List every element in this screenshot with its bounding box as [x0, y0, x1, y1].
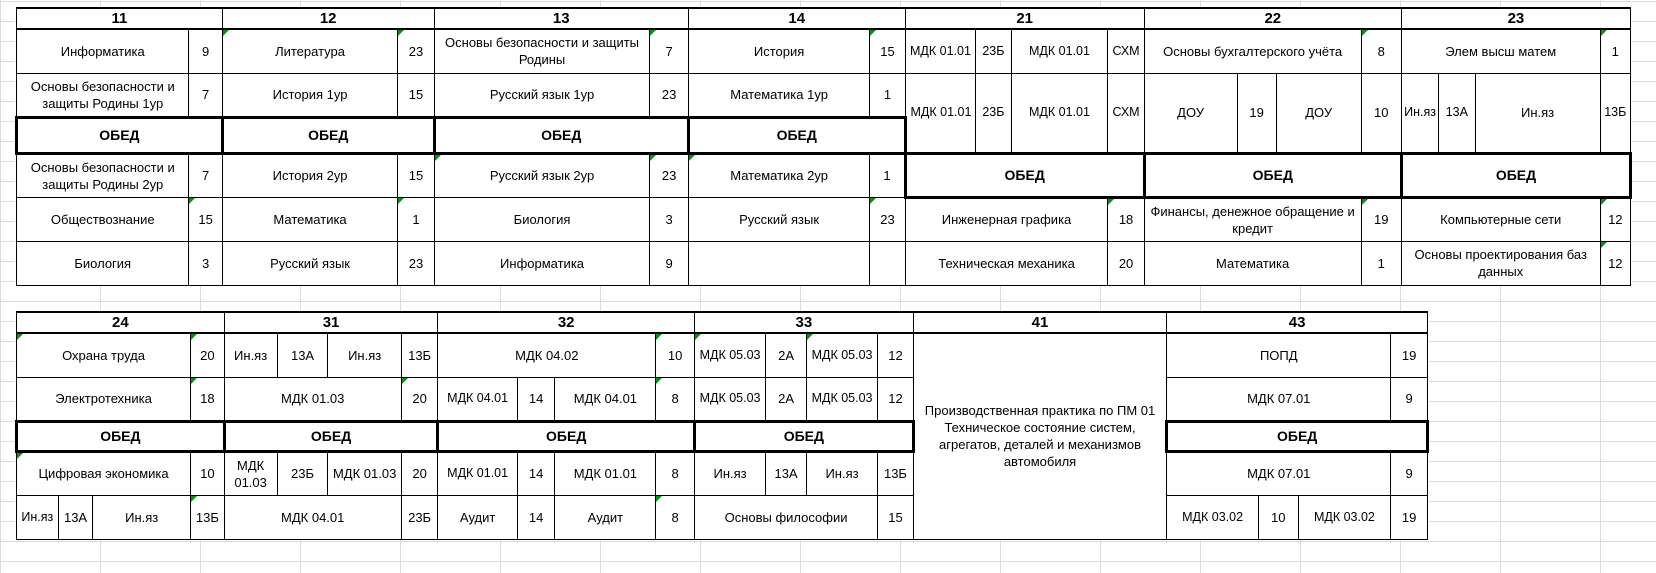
subject-cell[interactable]: Компьютерные сети: [1401, 197, 1600, 241]
empty-cell[interactable]: [870, 241, 905, 285]
group-header-41[interactable]: 41: [913, 312, 1166, 333]
room-cell[interactable]: 7: [650, 29, 688, 73]
subject-cell[interactable]: Аудит: [555, 495, 656, 539]
subject-cell[interactable]: Литература: [222, 29, 398, 73]
room-cell[interactable]: 13Б: [1600, 73, 1630, 153]
lunch-cell[interactable]: ОБЕД: [688, 117, 905, 153]
subject-cell[interactable]: Русский язык: [688, 197, 870, 241]
subject-cell[interactable]: Электротехника: [17, 377, 191, 421]
subject-cell[interactable]: ДОУ: [1144, 73, 1237, 153]
room-cell[interactable]: 13А: [1439, 73, 1475, 153]
lesson-row-4: [17, 495, 1428, 539]
subject-cell[interactable]: МДК 03.02: [1167, 495, 1259, 539]
lunch-cell[interactable]: ОБЕД: [224, 421, 438, 451]
subject-cell[interactable]: Русский язык: [222, 241, 398, 285]
room-cell[interactable]: 18: [191, 377, 225, 421]
room-cell[interactable]: 2А: [766, 333, 807, 377]
room-cell[interactable]: 23: [398, 29, 434, 73]
subject-cell[interactable]: Математика: [1144, 241, 1361, 285]
subject-cell[interactable]: МДК 04.01: [438, 377, 517, 421]
group-header-32[interactable]: 32: [438, 312, 695, 333]
lunch-cell[interactable]: ОБЕД: [905, 153, 1144, 197]
room-cell[interactable]: 1: [870, 153, 905, 197]
group-header-11[interactable]: 11: [17, 8, 223, 29]
room-cell[interactable]: 3: [189, 241, 222, 285]
room-cell[interactable]: 7: [189, 73, 222, 117]
subject-cell[interactable]: История: [688, 29, 870, 73]
room-cell[interactable]: 23Б: [976, 73, 1011, 153]
lunch-cell[interactable]: ОБЕД: [1144, 153, 1401, 197]
subject-cell[interactable]: Математика: [222, 197, 398, 241]
subject-cell[interactable]: Финансы, денежное обращение и кредит: [1144, 197, 1361, 241]
room-cell[interactable]: 1: [870, 73, 905, 117]
room-cell[interactable]: 13А: [766, 451, 807, 495]
lunch-cell[interactable]: ОБЕД: [434, 117, 688, 153]
group-header-43[interactable]: 43: [1167, 312, 1428, 333]
room-cell[interactable]: 1: [398, 197, 434, 241]
room-cell[interactable]: 23: [650, 73, 688, 117]
subject-cell[interactable]: Основы философии: [694, 495, 877, 539]
room-cell[interactable]: 23Б: [277, 451, 328, 495]
subject-cell[interactable]: Биология: [434, 197, 650, 241]
room-cell[interactable]: 23Б: [401, 495, 438, 539]
subject-cell[interactable]: МДК 01.01: [905, 73, 976, 153]
room-cell[interactable]: 15: [870, 29, 905, 73]
room-cell[interactable]: 13А: [58, 495, 93, 539]
subject-cell[interactable]: Ин.яз: [17, 495, 59, 539]
subject-cell[interactable]: Ин.яз: [224, 333, 277, 377]
room-cell[interactable]: 13Б: [191, 495, 225, 539]
header-row: [17, 312, 1428, 333]
lesson-row-2: [17, 377, 1428, 421]
subject-cell[interactable]: МДК 01.01: [905, 29, 976, 73]
lunch-cell[interactable]: ОБЕД: [17, 421, 225, 451]
subject-cell[interactable]: Математика 2ур: [688, 153, 870, 197]
room-cell[interactable]: 20: [401, 451, 438, 495]
subject-cell[interactable]: МДК 01.01: [1011, 29, 1108, 73]
group-header-31[interactable]: 31: [224, 312, 438, 333]
subject-cell[interactable]: История 1ур: [222, 73, 398, 117]
subject-cell[interactable]: Русский язык 1ур: [434, 73, 650, 117]
room-cell[interactable]: 23: [870, 197, 905, 241]
lesson-row-4: [17, 197, 1631, 241]
subject-cell[interactable]: МДК 05.03: [694, 333, 765, 377]
room-cell[interactable]: 19: [1391, 495, 1428, 539]
room-cell[interactable]: 2А: [766, 377, 807, 421]
room-cell[interactable]: 15: [878, 495, 914, 539]
room-cell[interactable]: 8: [1361, 29, 1401, 73]
room-cell[interactable]: 14: [517, 377, 555, 421]
room-cell[interactable]: 8: [656, 451, 695, 495]
subject-cell[interactable]: Техническая механика: [905, 241, 1108, 285]
room-cell[interactable]: 15: [398, 153, 434, 197]
room-cell[interactable]: 20: [1108, 241, 1144, 285]
lesson-row-2: [17, 73, 1631, 117]
lunch-cell[interactable]: ОБЕД: [17, 117, 223, 153]
room-cell[interactable]: 15: [398, 73, 434, 117]
room-cell[interactable]: 10: [656, 333, 695, 377]
subject-cell[interactable]: Информатика: [17, 29, 189, 73]
subject-cell[interactable]: МДК 04.01: [224, 495, 401, 539]
room-cell[interactable]: 12: [1600, 197, 1630, 241]
subject-cell[interactable]: МДК 01.03: [328, 451, 401, 495]
group-header-22[interactable]: 22: [1144, 8, 1401, 29]
subject-cell[interactable]: МДК 01.03: [224, 451, 277, 495]
lunch-cell[interactable]: ОБЕД: [1167, 421, 1428, 451]
group-header-21[interactable]: 21: [905, 8, 1144, 29]
subject-cell[interactable]: Основы бухгалтерского учёта: [1144, 29, 1361, 73]
room-cell[interactable]: СХМ: [1108, 29, 1144, 73]
subject-cell[interactable]: Охрана труда: [17, 333, 191, 377]
room-cell[interactable]: 8: [656, 377, 695, 421]
empty-cell[interactable]: [688, 241, 870, 285]
room-cell[interactable]: 10: [1258, 495, 1298, 539]
group-header-23[interactable]: 23: [1401, 8, 1630, 29]
subject-cell[interactable]: История 2ур: [222, 153, 398, 197]
subject-cell[interactable]: МДК 03.02: [1298, 495, 1391, 539]
subject-cell[interactable]: Ин.яз: [694, 451, 765, 495]
subject-cell[interactable]: МДК 07.01: [1167, 451, 1391, 495]
subject-cell[interactable]: Аудит: [438, 495, 517, 539]
room-cell[interactable]: 12: [1600, 241, 1630, 285]
room-cell[interactable]: 12: [878, 377, 914, 421]
subject-cell[interactable]: ДОУ: [1276, 73, 1361, 153]
subject-cell[interactable]: ПОПД: [1167, 333, 1391, 377]
group-header-33[interactable]: 33: [694, 312, 913, 333]
subject-cell[interactable]: Биология: [17, 241, 189, 285]
lesson-row-3: [17, 451, 1428, 495]
room-cell[interactable]: 19: [1361, 197, 1401, 241]
room-cell[interactable]: 12: [878, 333, 914, 377]
room-cell[interactable]: 23Б: [976, 29, 1011, 73]
subject-cell[interactable]: Элем высш матем: [1401, 29, 1600, 73]
subject-cell[interactable]: Ин.яз: [806, 451, 877, 495]
subject-cell[interactable]: Информатика: [434, 241, 650, 285]
subject-cell[interactable]: Цифровая экономика: [17, 451, 191, 495]
subject-cell[interactable]: МДК 01.03: [224, 377, 401, 421]
room-cell[interactable]: 9: [1391, 377, 1428, 421]
subject-cell[interactable]: Русский язык 2ур: [434, 153, 650, 197]
room-cell[interactable]: 3: [650, 197, 688, 241]
room-cell[interactable]: 13Б: [401, 333, 438, 377]
room-cell[interactable]: 7: [189, 153, 222, 197]
room-cell[interactable]: 9: [650, 241, 688, 285]
lesson-row-1: [17, 29, 1631, 73]
room-cell[interactable]: 20: [191, 333, 225, 377]
subject-cell[interactable]: Ин.яз: [1401, 73, 1438, 153]
room-cell[interactable]: 10: [1361, 73, 1401, 153]
subject-cell[interactable]: МДК 05.03: [806, 333, 877, 377]
subject-cell[interactable]: Ин.яз: [93, 495, 191, 539]
room-cell[interactable]: 13А: [277, 333, 328, 377]
room-cell[interactable]: 19: [1237, 73, 1276, 153]
subject-cell[interactable]: МДК 01.01: [438, 451, 517, 495]
room-cell[interactable]: 23: [398, 241, 434, 285]
subject-cell[interactable]: МДК 04.01: [555, 377, 656, 421]
room-cell[interactable]: 1: [1600, 29, 1630, 73]
room-cell[interactable]: 14: [517, 451, 555, 495]
schedule-table-top: [15, 7, 1632, 286]
subject-cell[interactable]: Ин.яз: [328, 333, 401, 377]
room-cell[interactable]: 14: [517, 495, 555, 539]
room-cell[interactable]: 13Б: [878, 451, 914, 495]
subject-cell[interactable]: Основы безопасности и защиты Родины 1ур: [17, 73, 189, 117]
lunch-cell[interactable]: ОБЕД: [438, 421, 695, 451]
subject-cell[interactable]: Основы безопасности и защиты Родины 2ур: [17, 153, 189, 197]
room-cell[interactable]: 15: [189, 197, 222, 241]
group-header-14[interactable]: 14: [688, 8, 905, 29]
lesson-row-3: [17, 153, 1631, 197]
subject-cell[interactable]: МДК 05.03: [806, 377, 877, 421]
room-cell[interactable]: 18: [1108, 197, 1144, 241]
subject-cell[interactable]: МДК 05.03: [694, 377, 765, 421]
room-cell[interactable]: 9: [1391, 451, 1428, 495]
lesson-row-1: [17, 333, 1428, 377]
group-header-24[interactable]: 24: [17, 312, 225, 333]
group-header-12[interactable]: 12: [222, 8, 434, 29]
room-cell[interactable]: 8: [656, 495, 695, 539]
lunch-cell[interactable]: ОБЕД: [694, 421, 913, 451]
room-cell[interactable]: 9: [189, 29, 222, 73]
subject-cell[interactable]: МДК 01.01: [555, 451, 656, 495]
subject-cell[interactable]: МДК 01.01: [1011, 73, 1108, 153]
group-header-13[interactable]: 13: [434, 8, 688, 29]
lesson-row-5: [17, 241, 1631, 285]
lunch-cell[interactable]: ОБЕД: [1401, 153, 1630, 197]
room-cell[interactable]: 10: [191, 451, 225, 495]
room-cell[interactable]: 1: [1361, 241, 1401, 285]
subject-cell[interactable]: Обществознание: [17, 197, 189, 241]
subject-cell[interactable]: Математика 1ур: [688, 73, 870, 117]
room-cell[interactable]: СХМ: [1108, 73, 1144, 153]
room-cell[interactable]: 20: [401, 377, 438, 421]
practice-cell[interactable]: Производственная практика по ПМ 01 Техническое состояние систем, агрегатов, деталей и механизмов автомобиля: [913, 333, 1166, 539]
subject-cell[interactable]: Инженерная графика: [905, 197, 1108, 241]
room-cell[interactable]: 19: [1391, 333, 1428, 377]
room-cell[interactable]: 23: [650, 153, 688, 197]
header-row: [17, 8, 1631, 29]
subject-cell[interactable]: МДК 04.02: [438, 333, 656, 377]
lunch-cell[interactable]: ОБЕД: [222, 117, 434, 153]
schedule-table-bottom: [15, 311, 1429, 540]
subject-cell[interactable]: Основы безопасности и защиты Родины: [434, 29, 650, 73]
subject-cell[interactable]: МДК 07.01: [1167, 377, 1391, 421]
subject-cell[interactable]: Ин.яз: [1475, 73, 1600, 153]
lunch-row: [17, 421, 1428, 451]
subject-cell[interactable]: Основы проектирования баз данных: [1401, 241, 1600, 285]
